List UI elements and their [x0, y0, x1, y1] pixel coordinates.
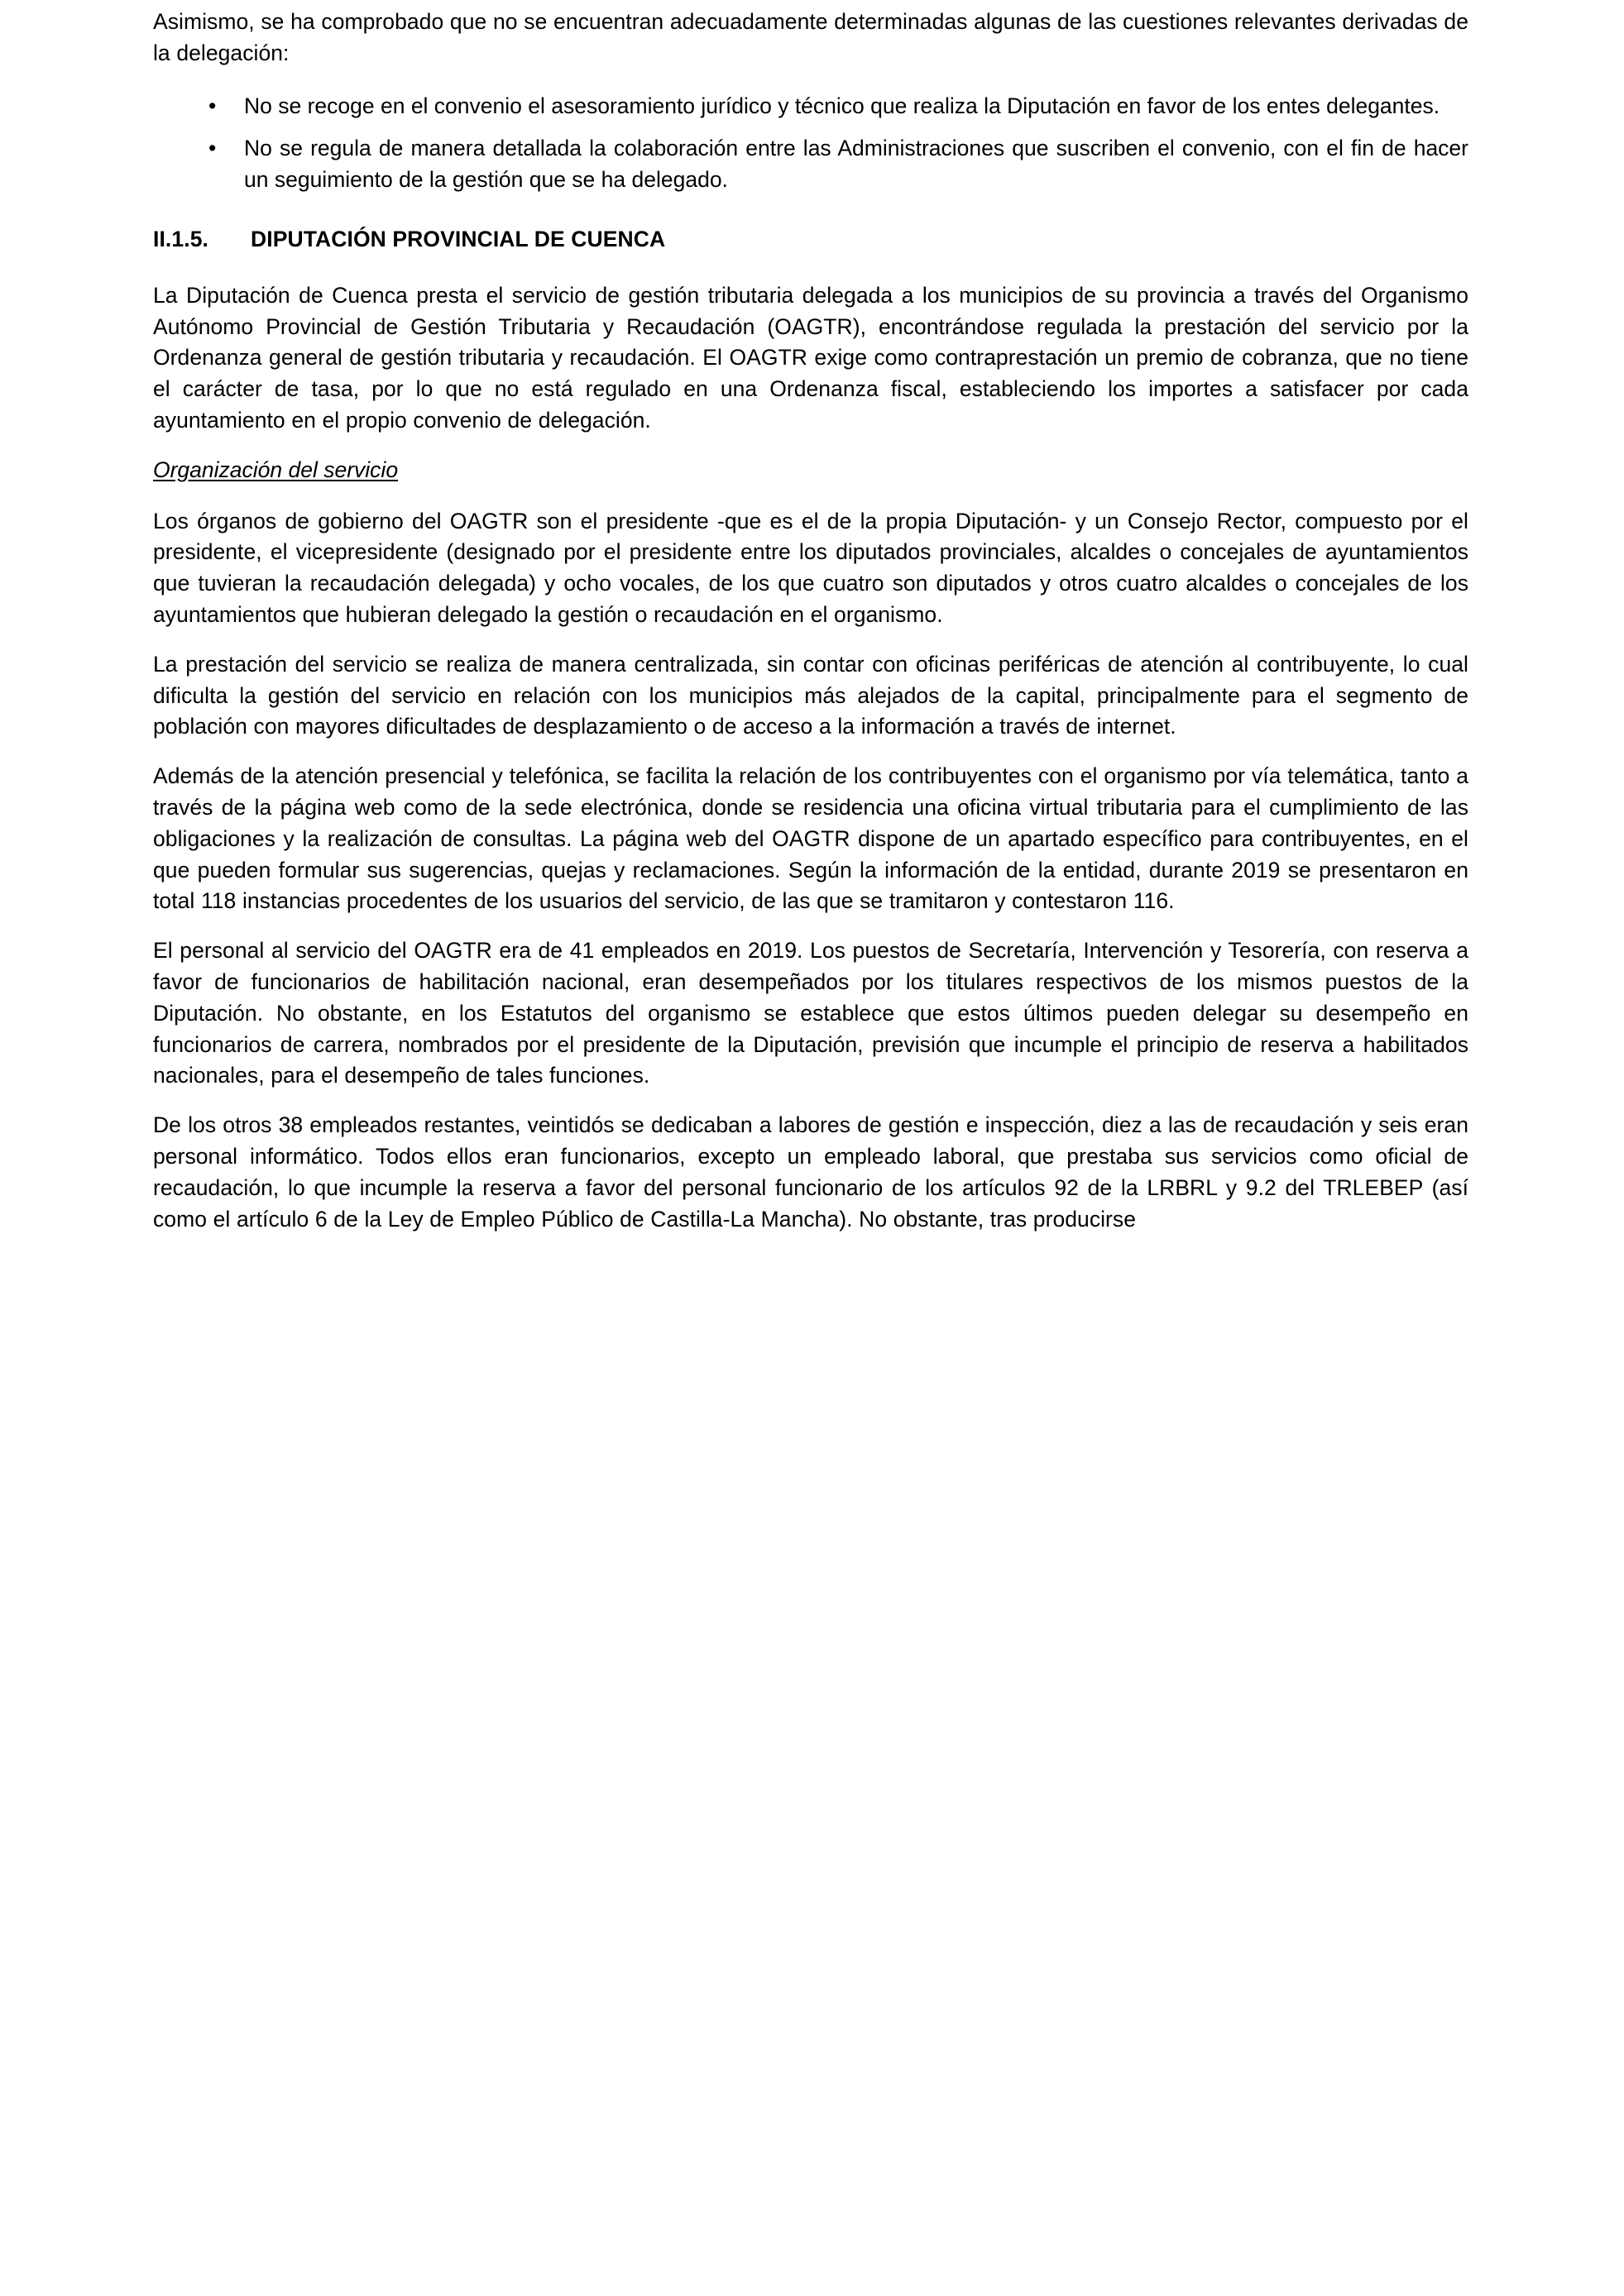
paragraph-governing-bodies: Los órganos de gobierno del OAGTR son el presidente -que es el de la propia Diputación- y un Consejo Rector, compuesto por el presidente, el vicepresidente (designado por el presidente entre los diputados provinciales, alcaldes o concejales de ayuntamientos que tuvieran la recaudación delegada) y ocho vocales, de los que cuatro son diputados y otros cuatro alcaldes o concejales de los ayuntamientos que hubieran delegado la gestión o recaudación en el organismo.: [153, 508, 1468, 627]
section-title: DIPUTACIÓN PROVINCIAL DE CUENCA: [251, 226, 666, 251]
subsection-heading-wrapper: [153, 455, 1468, 486]
list-item-text: No se regula de manera detallada la colaboración entre las Administraciones que suscriben el convenio, con el fin de hacer un seguimiento de la gestión que se ha delegado.: [244, 136, 1468, 193]
list-item-text: No se recoge en el convenio el asesoramiento jurídico y técnico que realiza la Diputación en favor de los entes delegantes.: [244, 93, 1440, 118]
list-item: [153, 133, 1468, 196]
paragraph-staffing: El personal al servicio del OAGTR era de 41 empleados en 2019. Los puestos de Secretaría, Intervención y Tesorería, con reserva a favor de funcionarios de habilitación nacional, eran desempeñados por los titulares respectivos de los mismos puestos de la Diputación. No obstante, en los Estatutos del organismo se establece que estos últimos pueden delegar su desempeño en funcionarios de carrera, nombrados por el presidente de la Diputación, previsión que incumple el principio de reserva a habilitados nacionales, para el desempeño de tales funciones.: [153, 938, 1468, 1088]
findings-bullet-list: [153, 91, 1468, 196]
bullet-marker-icon: •: [208, 93, 217, 118]
bullet-marker-icon: •: [208, 136, 217, 161]
paragraph-oagtr-overview: La Diputación de Cuenca presta el servicio de gestión tributaria delegada a los municipios de su provincia a través del Organismo Autónomo Provincial de Gestión Tributaria y Recaudación (OAGTR), encontrándose regulada la prestación del servicio por la Ordenanza general de gestión tributaria y recaudación. El OAGTR exige como contraprestación un premio de cobranza, que no tiene el carácter de tasa, por lo que no está regulado en una Ordenanza fiscal, estableciendo los importes a satisfacer por cada ayuntamiento en el propio convenio de delegación.: [153, 282, 1468, 433]
document-body: [153, 7, 1468, 1235]
intro-paragraph: Asimismo, se ha comprobado que no se encuentran adecuadamente determinadas algunas de las cuestiones relevantes derivadas de la delegación:: [153, 9, 1468, 65]
section-heading: [153, 224, 1468, 256]
paragraph-telematic-channels: Además de la atención presencial y telefónica, se facilita la relación de los contribuyentes con el organismo por vía telemática, tanto a través de la página web como de la sede electrónica, donde se residencia una oficina virtual tributaria para el cumplimiento de las obligaciones y la realización de consultas. La página web del OAGTR dispone de un apartado específico para contribuyentes, en el que pueden formular sus sugerencias, quejas y reclamaciones. Según la información de la entidad, durante 2019 se presentaron en total 118 instancias procedentes de los usuarios del servicio, de las que se tramitaron y contestaron 116.: [153, 763, 1468, 914]
subsection-heading: Organización del servicio: [153, 457, 399, 482]
section-number: II.1.5.: [153, 226, 208, 251]
list-item: [153, 91, 1468, 122]
paragraph-staff-distribution: De los otros 38 empleados restantes, veintidós se dedicaban a labores de gestión e inspección, diez a las de recaudación y seis eran personal informático. Todos ellos eran funcionarios, excepto un empleado laboral, que prestaba sus servicios como oficial de recaudación, lo que incumple la reserva a favor del personal funcionario de los artículos 92 de la LRBRL y 9.2 del TRLEBEP (así como el artículo 6 de la Ley de Empleo Público de Castilla-La Mancha). No obstante, tras producirse: [153, 1112, 1468, 1232]
paragraph-centralized-service: La prestación del servicio se realiza de manera centralizada, sin contar con oficinas periféricas de atención al contribuyente, lo cual dificulta la gestión del servicio en relación con los municipios más alejados de la capital, principalmente para el segmento de población con mayores dificultades de desplazamiento o de acceso a la información a través de internet.: [153, 651, 1468, 739]
